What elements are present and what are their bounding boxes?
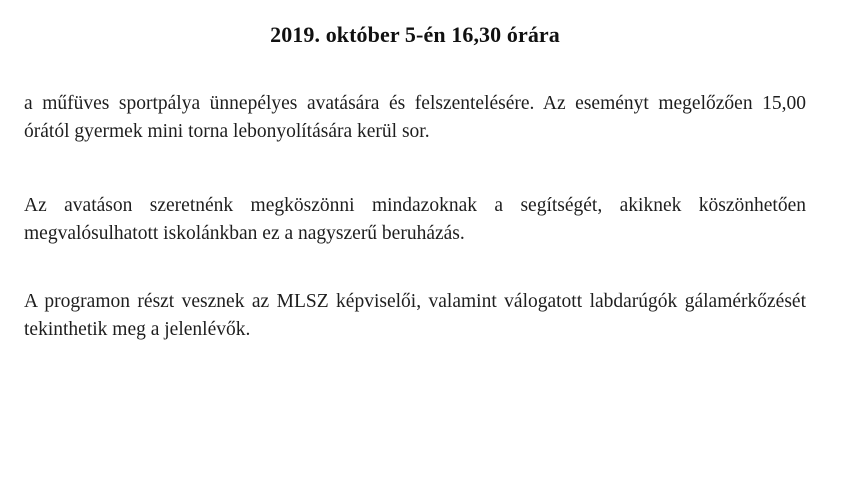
- paragraph-program: A programon részt vesznek az MLSZ képviselői, valamint válogatott labdarúgók gálamérkőzését tekinthetik meg a jelenlévők.: [24, 291, 806, 340]
- paragraph-inauguration: a műfüves sportpálya ünnepélyes avatására és felszentelésére. Az eseményt megelőzően 15,00 órától gyermek mini torna lebonyolítására kerül sor.: [24, 93, 806, 142]
- paragraph-thanks: Az avatáson szeretnénk megköszönni mindazoknak a segítségét, akiknek köszönhetően megvalósulhatott iskolánkban ez a nagyszerű beruházás.: [24, 195, 806, 244]
- event-date-heading: 2019. október 5-én 16,30 órára: [270, 22, 560, 47]
